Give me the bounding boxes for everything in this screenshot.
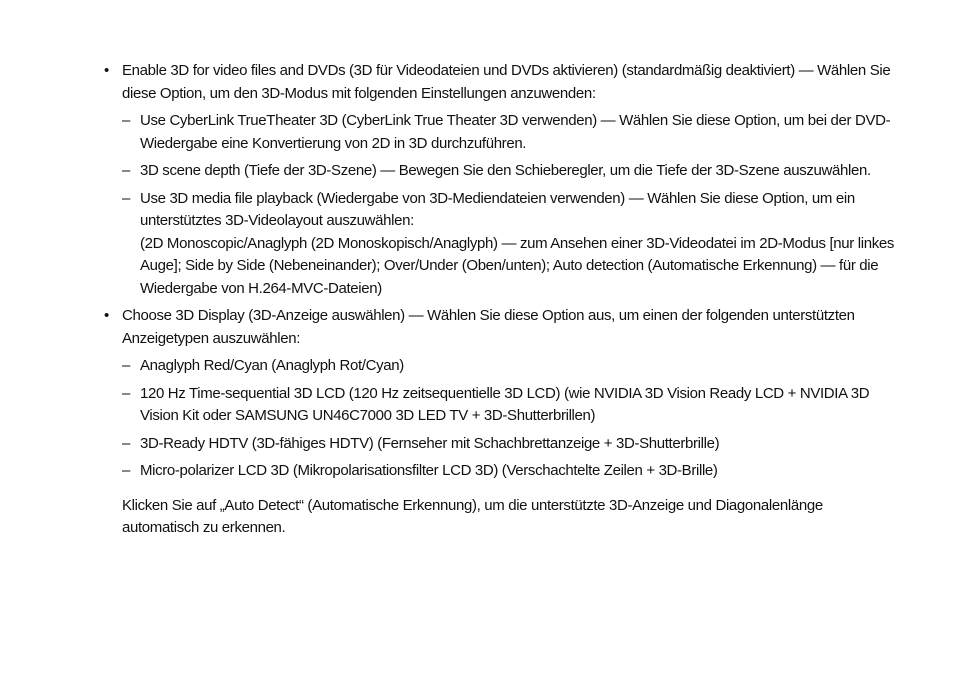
subitem-text: Micro-polarizer LCD 3D (Mikropolarisationsfilter LCD 3D) (Verschachtelte Zeilen + 3D-Brille) xyxy=(140,462,718,479)
subitem-anaglyph xyxy=(122,355,894,378)
subitem-text: 3D-Ready HDTV (3D-fähiges HDTV) (Fernseher mit Schachbrettanzeige + 3D-Shutterbrille) xyxy=(140,434,720,452)
bullet-mark: • xyxy=(104,62,109,79)
dash-mark: – xyxy=(122,357,130,374)
subitem-text: 120 Hz Time-sequential 3D LCD (120 Hz zeitsequentielle 3D LCD) (wie NVIDIA 3D Vision Ready LCD + NVIDIA 3D Vision Kit oder SAMSUNG UN46C7000 3D LED TV + 3D-Shutterbrillen) xyxy=(140,384,870,424)
bullet-text: Choose 3D Display (3D-Anzeige auswählen) — Wählen Sie diese Option aus, um einen der folgenden unterstützten Anzeigetypen auszuwählen: xyxy=(122,307,855,347)
dash-mark: – xyxy=(122,384,130,402)
dash-mark: – xyxy=(122,462,130,479)
subitem-truetheater xyxy=(122,110,894,155)
sublist-enable-3d xyxy=(122,110,894,300)
dash-mark: – xyxy=(122,112,130,129)
bullet-item-choose-display xyxy=(104,305,894,483)
subitem-micro-polarizer xyxy=(122,460,894,483)
subitem-120hz-lcd xyxy=(122,383,894,428)
subitem-media-playback xyxy=(122,188,894,301)
dash-mark: – xyxy=(122,189,130,207)
subitem-text: Use 3D media file playback (Wiedergabe von 3D-Mediendateien verwenden) — Wählen Sie diese Option, um ein unterstütztes 3D-Videolayout auszuwählen: xyxy=(140,189,855,229)
bullet-mark: • xyxy=(104,307,109,324)
auto-detect-note: Klicken Sie auf „Auto Detect“ (Automatische Erkennung), um die unterstützte 3D-Anzeige und Diagonalenlänge automatisch zu erkennen. xyxy=(122,496,823,536)
subitem-text: 3D scene depth (Tiefe der 3D-Szene) — Bewegen Sie den Schieberegler, um die Tiefe der 3D-Szene auszuwählen. xyxy=(140,162,871,179)
bullet-item-enable-3d xyxy=(104,60,894,300)
bullet-text: Enable 3D for video files and DVDs (3D für Videodateien und DVDs aktivieren) (standardmäßig deaktiviert) — Wählen Sie diese Option, um den 3D-Modus mit folgenden Einstellungen anzuwenden: xyxy=(122,62,891,102)
dash-mark: – xyxy=(122,434,130,452)
subitem-3d-ready-hdtv xyxy=(122,433,894,456)
sublist-choose-display xyxy=(122,355,894,483)
subitem-extra-text: (2D Monoscopic/Anaglyph (2D Monoskopisch/Anaglyph) — zum Ansehen einer 3D-Videodatei im 2D-Modus [nur linkes Auge]; Side by Side (Nebeneinander); Over/Under (Oben/unten); Auto detection (Automatische Erkennung) — für die Wiedergabe von H.264-MVC-Dateien) xyxy=(140,234,894,297)
subitem-scene-depth xyxy=(122,160,894,183)
document-content xyxy=(104,60,894,540)
dash-mark: – xyxy=(122,162,130,179)
subitem-text: Anaglyph Red/Cyan (Anaglyph Rot/Cyan) xyxy=(140,357,404,374)
subitem-text: Use CyberLink TrueTheater 3D (CyberLink True Theater 3D verwenden) — Wählen Sie diese Option, um bei der DVD-Wiedergabe eine Konvertierung von 2D in 3D durchzuführen. xyxy=(140,112,891,152)
